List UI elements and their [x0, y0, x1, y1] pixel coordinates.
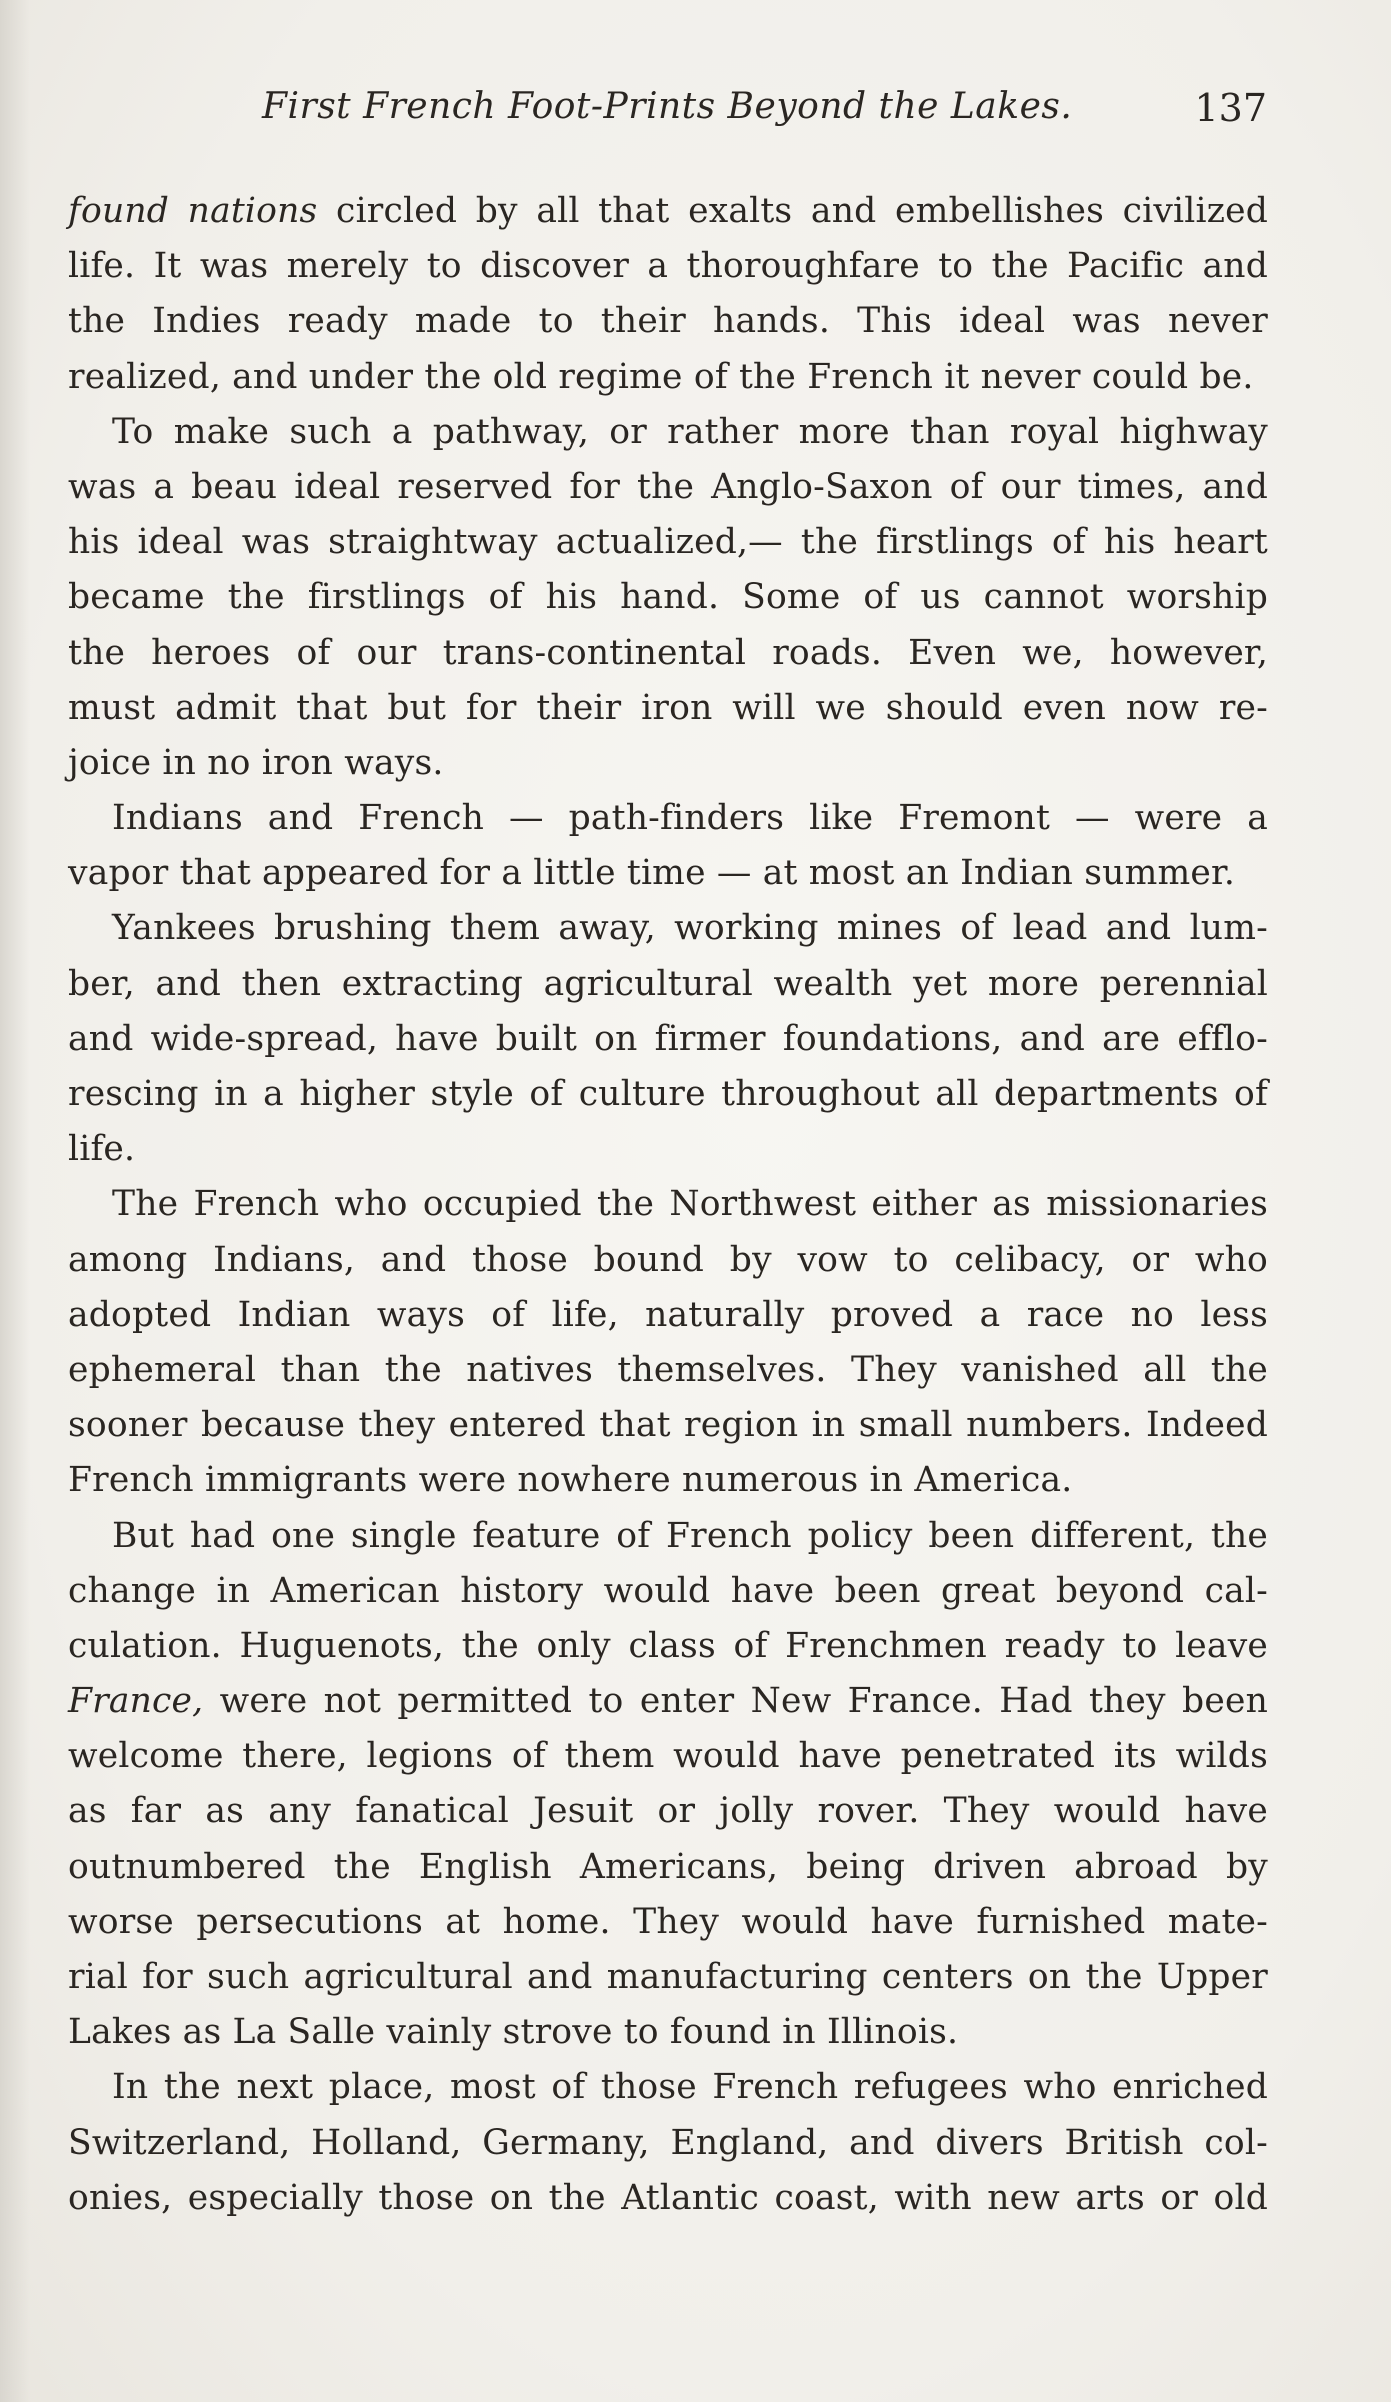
line-text: life. — [68, 1129, 136, 1170]
line-text: the Indies ready made to their hands. This ideal was never — [68, 301, 1268, 342]
page-number: 137 — [1194, 86, 1267, 130]
text-line — [68, 184, 1268, 239]
line-text: joice in no iron ways. — [68, 742, 444, 783]
text-line — [68, 350, 1268, 405]
line-text: rescing in a higher style of culture throughout all departments of — [68, 1074, 1268, 1114]
text-line — [68, 1453, 1268, 1508]
text-line — [68, 294, 1268, 349]
line-text: worse persecutions at home. They would have furnished mate- — [68, 1901, 1268, 1942]
line-text: must admit that but for their iron will we should even now re- — [68, 687, 1268, 728]
text-line — [68, 791, 1268, 846]
text-line — [68, 1233, 1268, 1288]
line-text: Lakes as La Salle vainly strove to found in Illinois. — [68, 2012, 959, 2053]
line-text: To make such a pathway, or rather more than royal highway — [112, 411, 1268, 452]
text-line — [68, 957, 1268, 1012]
line-text: life. It was merely to discover a thoroughfare to the Pacific and — [68, 246, 1268, 287]
italic-word: found nations — [68, 191, 318, 231]
text-line — [68, 1840, 1268, 1895]
text-line — [68, 1619, 1268, 1674]
line-text: ber, and then extracting agricultural wealth yet more perennial — [68, 963, 1268, 1004]
text-line — [68, 1509, 1268, 1564]
page-gutter-shadow — [0, 0, 30, 2402]
text-line — [68, 626, 1268, 681]
text-line — [68, 2060, 1268, 2115]
text-line — [68, 405, 1268, 460]
text-line — [68, 1343, 1268, 1398]
line-text: culation. Huguenots, the only class of Frenchmen ready to leave — [68, 1625, 1268, 1666]
text-line — [68, 1398, 1268, 1453]
line-text: vapor that appeared for a little time — at most an Indian summer. — [68, 853, 1236, 894]
text-line — [68, 901, 1268, 956]
line-text: rial for such agricultural and manufacturing centers on the Upper — [68, 1957, 1268, 1997]
text-line — [68, 736, 1268, 791]
line-text: The French who occupied the Northwest either as missionaries — [112, 1184, 1268, 1225]
text-line — [68, 570, 1268, 625]
text-line — [68, 1895, 1268, 1950]
line-text: the heroes of our trans-continental roads. Even we, however, — [68, 632, 1268, 673]
text-line — [68, 239, 1268, 294]
line-text: his ideal was straightway actualized,— the firstlings of his heart — [68, 522, 1268, 563]
line-text: circled by all that exalts and embellishes civilized — [317, 191, 1269, 231]
line-text: and wide-spread, have built on firmer foundations, and are efflo- — [68, 1018, 1268, 1059]
text-line — [68, 2171, 1268, 2226]
line-text: In the next place, most of those French refugees who enriched — [112, 2067, 1268, 2108]
text-line — [68, 1012, 1268, 1067]
line-text: were not permitted to enter New France. Had they been — [203, 1681, 1268, 1722]
text-line — [68, 1564, 1268, 1619]
text-line — [68, 846, 1268, 901]
text-line — [68, 1067, 1268, 1122]
line-text: was a beau ideal reserved for the Anglo-Saxon of our times, and — [68, 466, 1268, 507]
line-text: welcome there, legions of them would have penetrated its wilds — [68, 1736, 1268, 1777]
text-line — [68, 1674, 1268, 1729]
line-text: change in American history would have been great beyond cal- — [68, 1570, 1268, 1611]
line-text: French immigrants were nowhere numerous in America. — [68, 1460, 1073, 1501]
running-title: First French Foot-Prints Beyond the Lakes. — [262, 86, 1073, 127]
text-line — [68, 1950, 1268, 2005]
line-text: adopted Indian ways of life, naturally proved a race no less — [68, 1294, 1268, 1335]
text-line — [68, 1122, 1268, 1177]
text-line — [68, 460, 1268, 515]
text-line — [68, 1729, 1268, 1784]
line-text: sooner because they entered that region in small numbers. Indeed — [68, 1405, 1268, 1446]
body-text — [68, 184, 1268, 2226]
text-line — [68, 515, 1268, 570]
line-text: became the firstlings of his hand. Some of us cannot worship — [68, 577, 1268, 618]
italic-word: France, — [68, 1681, 204, 1722]
text-line — [68, 1784, 1268, 1839]
text-line — [68, 1288, 1268, 1343]
text-line — [68, 2116, 1268, 2171]
line-text: Yankees brushing them away, working mines of lead and lum- — [112, 908, 1268, 949]
line-text: among Indians, and those bound by vow to celibacy, or who — [68, 1239, 1268, 1280]
running-head — [262, 86, 1267, 146]
line-text: as far as any fanatical Jesuit or jolly rover. They would have — [68, 1791, 1268, 1832]
line-text: outnumbered the English Americans, being driven abroad by — [68, 1846, 1268, 1887]
line-text: realized, and under the old regime of the French it never could be. — [68, 356, 1254, 397]
line-text: onies, especially those on the Atlantic coast, with new arts or old — [68, 2177, 1268, 2218]
line-text: But had one single feature of French policy been different, the — [112, 1515, 1268, 1556]
text-line — [68, 681, 1268, 736]
line-text: Switzerland, Holland, Germany, England, and divers British col- — [68, 2122, 1268, 2163]
line-text: ephemeral than the natives themselves. They vanished all the — [68, 1349, 1268, 1390]
text-line — [68, 2005, 1268, 2060]
line-text: Indians and French — path-finders like Fremont — were a — [112, 798, 1268, 839]
text-line — [68, 1177, 1268, 1232]
